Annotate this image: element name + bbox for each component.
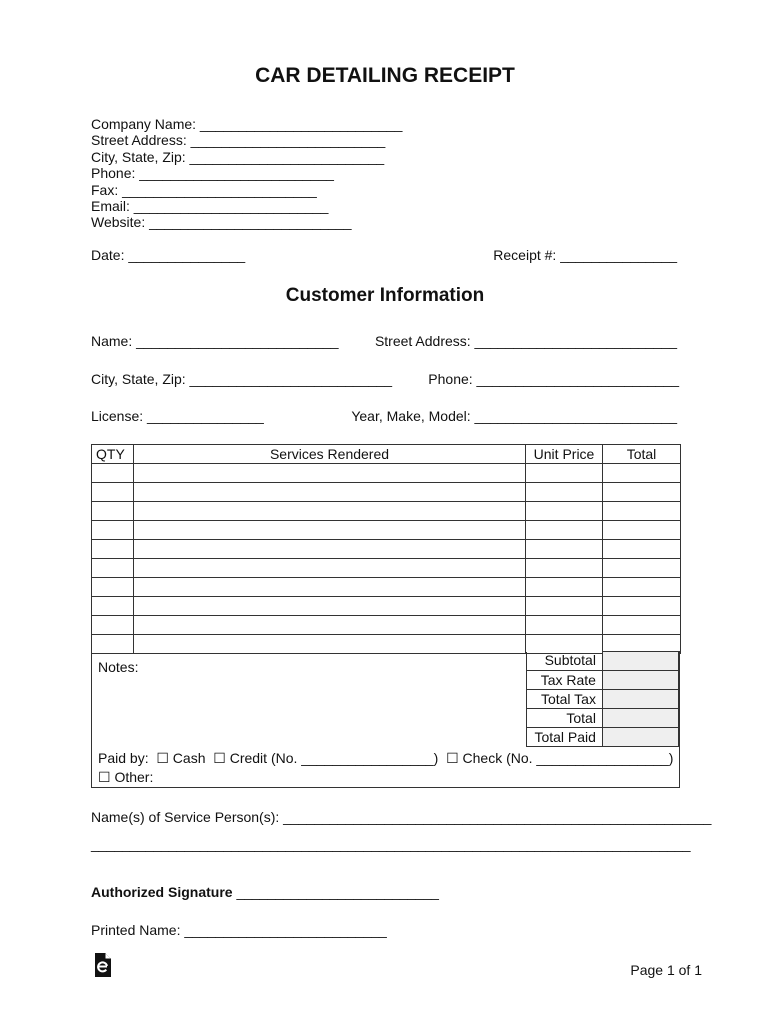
total-label: Total — [527, 709, 603, 728]
page-number: Page 1 of 1 — [630, 962, 702, 978]
table-row[interactable] — [92, 483, 681, 502]
qty-header: QTY — [92, 445, 134, 464]
services-header: Services Rendered — [134, 445, 526, 464]
company-phone-field[interactable]: Phone: _________________________ — [91, 165, 334, 181]
table-row[interactable] — [92, 464, 681, 483]
total-value[interactable] — [602, 709, 678, 728]
totals-table — [526, 651, 679, 747]
table-row[interactable] — [92, 597, 681, 616]
year-make-model-field[interactable]: Year, Make, Model: __________________________ — [351, 408, 677, 424]
total-paid-label: Total Paid — [527, 728, 603, 747]
total-header: Total — [603, 445, 681, 464]
unit-price-header: Unit Price — [526, 445, 603, 464]
customer-street-field[interactable]: Street Address: __________________________ — [374, 333, 677, 349]
company-city-field[interactable]: City, State, Zip: _________________________ — [91, 149, 385, 165]
license-field[interactable]: License: _______________ — [91, 408, 264, 424]
date-field[interactable]: Date: _______________ — [91, 247, 246, 263]
table-row[interactable] — [92, 502, 681, 521]
tax-rate-value[interactable] — [602, 671, 678, 690]
authorized-signature-line[interactable]: __________________________ — [232, 884, 439, 900]
customer-city-field[interactable]: City, State, Zip: __________________________ — [91, 371, 392, 387]
customer-info-heading: Customer Information — [285, 285, 485, 306]
printed-name-field[interactable]: Printed Name: __________________________ — [91, 922, 387, 938]
company-fax-field[interactable]: Fax: _________________________ — [91, 182, 317, 198]
total-paid-value[interactable] — [602, 728, 678, 747]
receipt-number-field[interactable]: Receipt #: _______________ — [493, 247, 677, 263]
document-title: CAR DETAILING RECEIPT — [255, 64, 515, 87]
table-row[interactable] — [92, 540, 681, 559]
services-table — [91, 444, 681, 654]
table-row[interactable] — [92, 616, 681, 635]
payment-line-2[interactable]: ☐ Other: — [98, 769, 154, 785]
subtotal-label: Subtotal — [527, 652, 603, 671]
subtotal-value[interactable] — [602, 652, 678, 671]
company-email-field[interactable]: Email: _________________________ — [91, 198, 329, 214]
total-tax-value[interactable] — [602, 690, 678, 709]
customer-phone-field[interactable]: Phone: __________________________ — [428, 371, 679, 387]
payment-line-1[interactable]: Paid by: ☐ Cash ☐ Credit (No. _________________) ☐ Check (No. _________________) — [98, 750, 674, 766]
tax-rate-label: Tax Rate — [527, 671, 603, 690]
total-tax-label: Total Tax — [527, 690, 603, 709]
table-row[interactable] — [92, 559, 681, 578]
company-name-field[interactable]: Company Name: __________________________ — [91, 116, 403, 132]
table-header-row — [92, 445, 681, 464]
table-row[interactable] — [92, 578, 681, 597]
company-street-field[interactable]: Street Address: _________________________ — [91, 132, 386, 148]
company-website-field[interactable]: Website: __________________________ — [91, 214, 352, 230]
table-row[interactable] — [92, 521, 681, 540]
service-person-field[interactable]: Name(s) of Service Person(s): _______________________________________________________ — [91, 809, 712, 825]
notes-and-totals-section — [91, 651, 680, 788]
notes-label: Notes: — [98, 659, 139, 675]
document-logo-icon — [94, 952, 112, 978]
authorized-signature-field[interactable] — [91, 884, 439, 900]
customer-name-field[interactable]: Name: __________________________ — [91, 333, 339, 349]
service-person-line-2[interactable]: _____________________________________________________________________________ — [91, 836, 691, 852]
payment-method[interactable] — [98, 749, 673, 787]
authorized-signature-label: Authorized Signature — [91, 884, 233, 900]
